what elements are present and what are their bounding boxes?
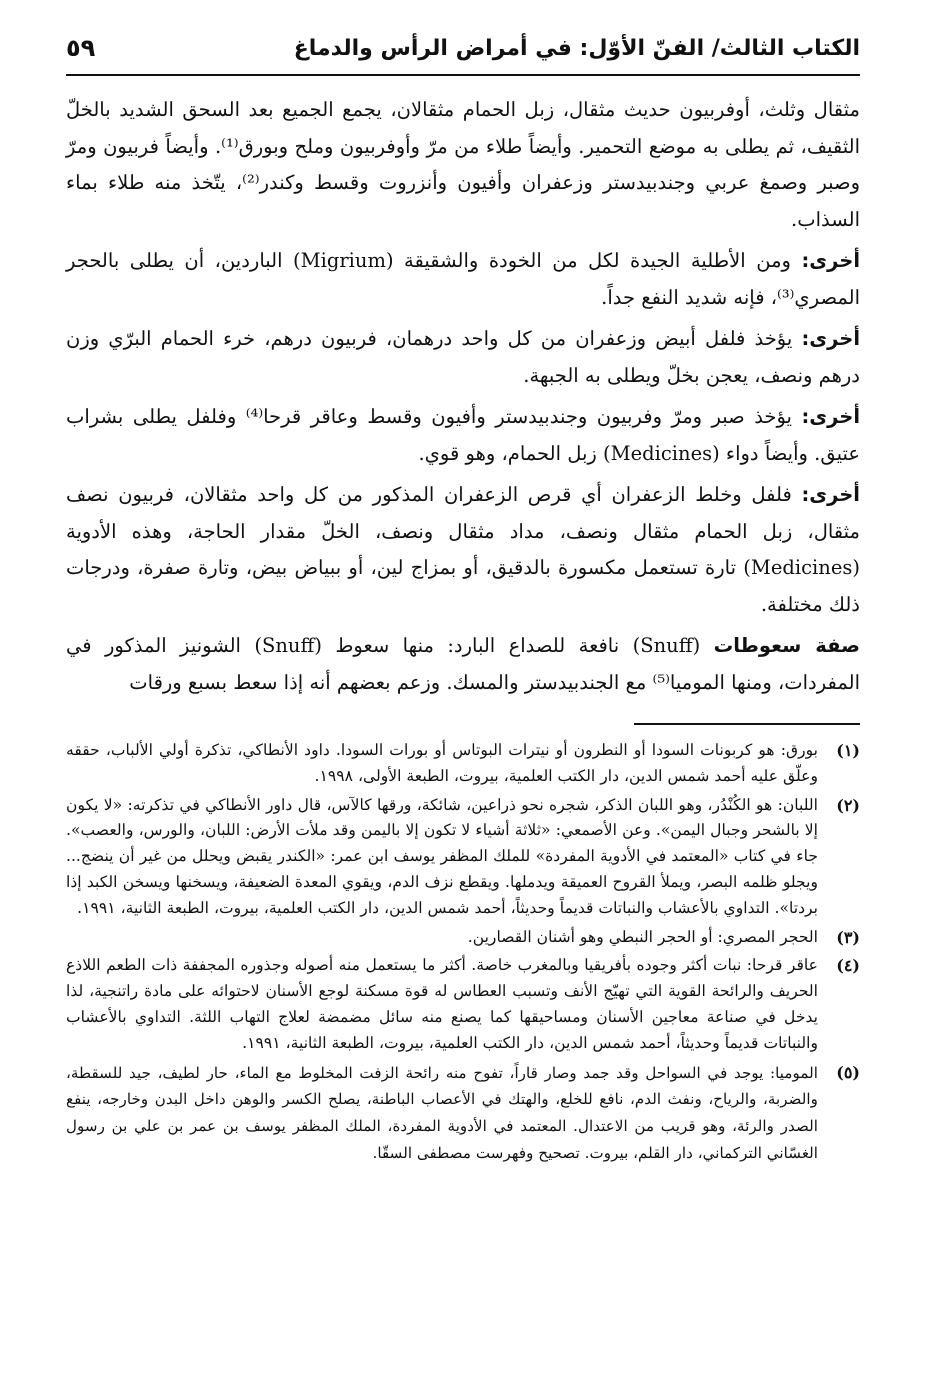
paragraph-text: مثقال وثلث، أوفربيون حديث مثقال، زبل الحمام مثقالان، يجمع الجميع بعد السحق الشديد بالخلّ الثقيف، ثم يطلى به موضع التحمير. وأيضاً طلاء من مرّ وأوفربيون وملح وبورق⁽¹⁾. وأيضاً فربيون ومرّ وصبر وصمغ عربي وجندبيدستر وزعفران وأفيون وأنزروت وقسط وكندر⁽²⁾، يتّخذ منه طلاء بماء السذاب. — [66, 98, 860, 231]
footnote-number: (٣) — [836, 927, 860, 947]
page-number: ٥٩ — [66, 34, 96, 62]
footnote-text: عاقر قرحا: نبات أكثر وجوده بأفريقيا وبالمغرب خاصة. أكثر ما يستعمل منه أصوله وجذوره المجففة ذات الطعم اللاذع الحريف والرائحة القوية التي تهيّج الأنف وتسبب العطاس له قوة مسكنة لوجع الأسنان لاحتوائه على مادة راتنجية، لذا يدخل في صناعة معاجين الأسنان ومساحيقها كما يصنع منه سائل مضمضة لعلاج التهاب اللثة. التداوي بالأعشاب والنباتات قديماً وحديثاً، أحمد شمس الدين، دار الكتب العلمية، بيروت، الطبعة الثانية، ١٩٩١. — [66, 956, 818, 1052]
header-divider — [66, 74, 860, 76]
paragraph — [66, 243, 860, 316]
paragraph-lead: أخرى: — [801, 327, 861, 350]
paragraph-text: يؤخذ فلفل أبيض وزعفران من كل واحد درهمان، فربيون درهم، خرء الحمام البرّي وزن درهم ونصف، يعجن بخلّ ويطلى به الجبهة. — [66, 327, 860, 387]
paragraph-text: (Snuff) نافعة للصداع البارد: منها سعوط (Snuff) الشونيز المذكور في المفردات، ومنها الموميا⁽⁵⁾ مع الجندبيدستر والمسك. وزعم بعضهم أنه إذا سعط بسبع ورقات — [66, 634, 860, 694]
footnote — [66, 793, 860, 922]
footnote-text: الموميا: يوجد في السواحل وقد جمد وصار قاراً، تفوح منه رائحة الزفت المخلوط مع الماء، حار لطيف، جيد للسقطة، والضربة، والرياح، ونفث الدم، نافع للخلع، والهتك في الأعصاب الباطنة، يصلح الكسر والوهن داخل البدن وخارجه، ينفع الصدر والرئة، وهو قريب من الاعتدال. المعتمد في الأدوية المفردة، الملك المظفر يوسف بن عمر بن علي بن رسول الغسّاني التركماني، دار القلم، بيروت. تصحيح وفهرست مصطفى السقّا. — [66, 1063, 818, 1162]
paragraph-lead: أخرى: — [801, 249, 861, 272]
paragraph-text: فلفل وخلط الزعفران أي قرص الزعفران المذكور من كل واحد مثقالان، فربيون نصف مثقال، زبل الحمام مثقال ونصف، مداد مثقال ونصف، الخلّ مقدار الحاجة، وهذه الأدوية (Medicines) تارة تستعمل مكسورة بالدقيق، أو بمزاج لين، أو ببياض بيض، وتارة صفرة، ودرجات ذلك مختلفة. — [66, 483, 860, 616]
footnote — [66, 953, 860, 1056]
paragraph — [66, 399, 860, 472]
footnote-text: بورق: هو كربونات السودا أو النطرون أو نيترات البوتاس أو بورات السودا. داود الأنطاكي، تذكرة أولي الألباب، حققه وعلّق عليه أحمد شمس الدين، دار الكتب العلمية، بيروت، الطبعة الأولى، ١٩٩٨. — [66, 741, 818, 785]
paragraph-text: يؤخذ صبر ومرّ وفربيون وجندبيدستر وأفيون وقسط وعاقر قرحا⁽⁴⁾ وفلفل يطلى بشراب عتيق. وأيضاً دواء (Medicines) زبل الحمام، وهو قوي. — [66, 405, 860, 465]
paragraph-lead: أخرى: — [801, 405, 861, 428]
header-title: الكتاب الثالث/ الفنّ الأوّل: في أمراض الرأس والدماغ — [293, 36, 860, 61]
footnote-number: (٥) — [836, 1062, 860, 1082]
paragraph — [66, 477, 860, 623]
footnote-number: (٢) — [836, 795, 860, 815]
footnote-text: اللبان: هو الكُنْدُر، وهو اللبان الذكر، شجره نحو ذراعين، شائكة، ورقها كالآس، قال داور الأنطاكي في تذكرته: «لا يكون إلا بالشحر وجبال اليمن». وعن الأصمعي: «ثلاثة أشياء لا تكون إلا باليمن وقد ملأت الأرض: اللبان، والورس، والعصب». جاء في كتاب «المعتمد في الأدوية المفردة» للملك المظفر يوسف ابن عمر: «الكندر يقبض ويحلل من غير أن ينضج... ويجلو ظلمه البصر، ويملأ القروح العميقة ويدملها. ويقطع نزف الدم، ويقوي المعدة الضعيفة، ويسخنها ويسخن الكبد إذا بردتا». التداوي بالأعشاب والنباتات قديماً وحديثاً، أحمد شمس الدين، دار الكتب العلمية، بيروت، الطبعة الثانية، ١٩٩١. — [66, 795, 818, 917]
paragraph — [66, 321, 860, 394]
footnote-text: الحجر المصري: أو الحجر النبطي وهو أشنان القصارين. — [467, 927, 818, 946]
paragraph-lead: أخرى: — [801, 483, 860, 506]
footnote-number: (١) — [836, 741, 860, 760]
running-header — [66, 28, 860, 78]
footnote — [66, 925, 860, 951]
paragraph-text: ومن الأطلية الجيدة لكل من الخودة والشقيقة (Migrium) الباردين، أن يطلى بالحجر المصري⁽³⁾، فإنه شديد النفع جداً. — [66, 249, 860, 309]
footnote — [66, 1060, 860, 1167]
paragraph-lead: صفة سعوطات — [713, 634, 861, 657]
paragraph — [66, 92, 860, 238]
paragraph — [66, 628, 860, 701]
main-text — [66, 92, 860, 706]
footnote-number: (٤) — [836, 956, 860, 976]
footnote-divider — [634, 723, 860, 725]
footnote — [66, 738, 860, 790]
footnotes — [66, 738, 860, 1170]
